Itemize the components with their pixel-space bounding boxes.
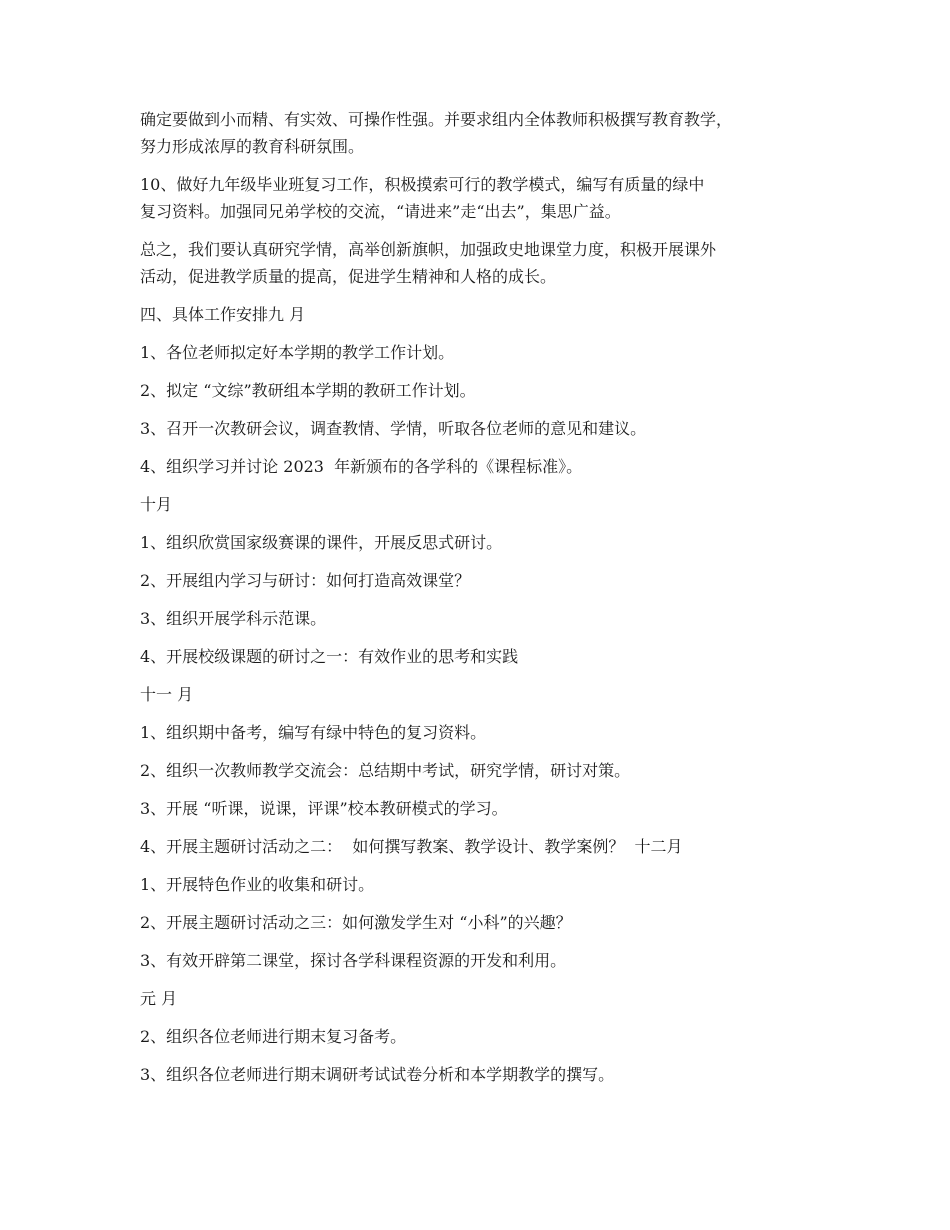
list-item: 4、开展主题研讨活动之二： 如何撰写教案、教学设计、教学案例？ 十二月 [140,837,683,856]
list-item: 1、组织欣赏国家级赛课的课件，开展反思式研讨。 [140,533,503,552]
month-heading-october: 十月 [140,495,173,514]
list-item: 3、组织开展学科示范课。 [140,609,327,628]
list-item: 3、开展 “听课，说课，评课”校本教研模式的学习。 [140,799,508,818]
list-item: 3、召开一次教研会议，调查教情、学情，听取各位老师的意见和建议。 [140,419,647,438]
document-body [140,106,830,1088]
list-item: 2、开展主题研讨活动之三：如何激发学生对 “小科”的兴趣？ [140,913,572,932]
paragraph-summary: 总之，我们要认真研究学情，高举创新旗帜，加强政史地课堂力度，积极开展课外 活动，促进教学质量的提高，促进学生精神和人格的成长。 [140,240,717,286]
list-item: 1、组织期中备考，编写有绿中特色的复习资料。 [140,723,487,742]
list-item: 2、组织一次教师教学交流会：总结期中考试，研究学情，研讨对策。 [140,761,631,780]
list-item: 2、拟定 “文综”教研组本学期的教研工作计划。 [140,381,476,400]
list-item: 2、组织各位老师进行期末复习备考。 [140,1027,407,1046]
list-item: 2、开展组内学习与研讨：如何打造高效课堂？ [140,571,471,590]
month-heading-november: 十一 月 [140,685,194,704]
list-item: 1、各位老师拟定好本学期的教学工作计划。 [140,343,455,362]
list-item: 1、开展特色作业的收集和研讨。 [140,875,375,894]
list-item: 3、组织各位老师进行期末调研考试试卷分析和本学期教学的撰写。 [140,1065,615,1084]
paragraph-research-atmosphere: 确定要做到小而精、有实效、可操作性强。并要求组内全体教师积极撰写教育教学， 努力形成浓厚的教育科研氛围。 [140,110,733,156]
month-heading-january: 元 月 [140,989,178,1008]
list-item: 3、有效开辟第二课堂，探讨各学科课程资源的开发和利用。 [140,951,567,970]
list-item: 4、开展校级课题的研讨之一：有效作业的思考和实践 [140,647,519,666]
section-heading-schedule: 四、具体工作安排九 月 [140,305,306,324]
paragraph-item-10: 10、做好九年级毕业班复习工作，积极摸索可行的教学模式，编写有质量的绿中 复习资料。加强同兄弟学校的交流，“请进来”走“出去”，集思广益。 [140,175,705,221]
list-item: 4、组织学习并讨论 2023 年新颁布的各学科的《课程标准》。 [140,457,583,476]
